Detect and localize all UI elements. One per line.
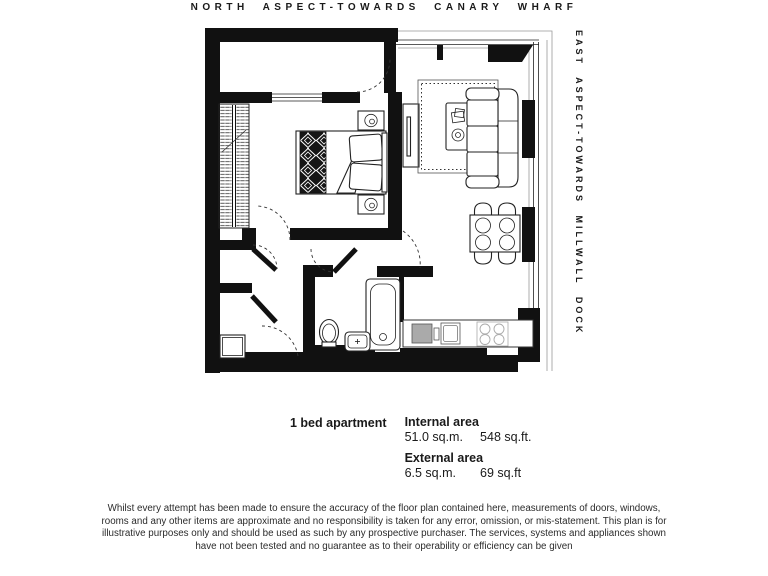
wardrobe bbox=[219, 104, 249, 228]
apartment-type: 1 bed apartment bbox=[290, 416, 387, 430]
internal-area-metric: 51.0 sq.m. bbox=[404, 430, 463, 444]
east-aspect-label: EAST ASPECT-TOWARDS MILLWALL DOCK bbox=[574, 30, 584, 336]
basin bbox=[345, 332, 370, 351]
area-summary bbox=[290, 415, 531, 486]
bathtub bbox=[366, 279, 400, 350]
external-area-heading: External area bbox=[404, 451, 484, 465]
external-area-imperial: 69 sq.ft bbox=[480, 466, 522, 480]
dining-set bbox=[470, 203, 520, 264]
washing-machine bbox=[220, 335, 245, 358]
closet-doors bbox=[252, 245, 298, 356]
hallway-opening-arc bbox=[403, 231, 420, 268]
north-aspect-label: NORTH ASPECT-TOWARDS CANARY WHARF bbox=[190, 2, 578, 13]
bedroom-door bbox=[256, 206, 290, 240]
sofa bbox=[466, 88, 518, 188]
disclaimer-text: Whilst every attempt has been made to ensure the accuracy of the floor plan contained here, measurements of doors, windows, rooms and any other items are approximate and no responsibility is taken for any error, omission, or mis-statement. This plan is for illustrative purposes only and should be used as such by any prospective purchaser. The services, systems and appliances shown have not been tested and no guarantee as to their operability or efficiency can be given bbox=[101, 503, 667, 552]
toilet bbox=[320, 320, 339, 348]
bed bbox=[296, 131, 387, 194]
external-area-metric: 6.5 sq.m. bbox=[404, 466, 456, 480]
internal-area-heading: Internal area bbox=[404, 415, 479, 429]
tv-unit bbox=[403, 104, 419, 167]
internal-area-imperial: 548 sq.ft. bbox=[480, 430, 532, 444]
